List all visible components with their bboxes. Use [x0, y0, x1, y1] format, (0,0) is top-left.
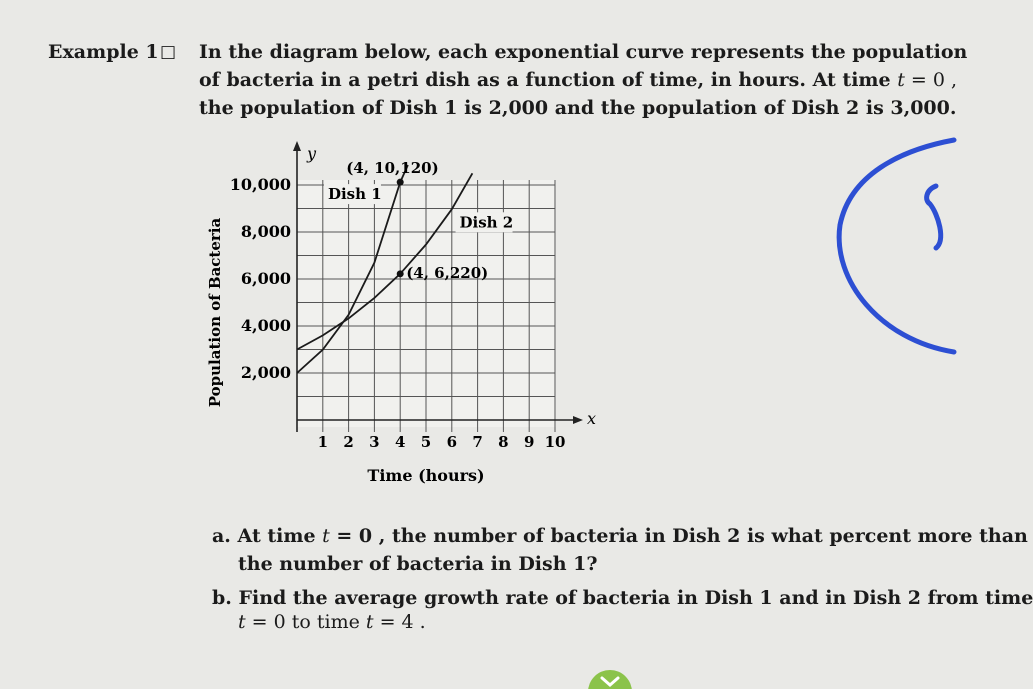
handwritten-scribble — [820, 130, 954, 360]
question-a-line-2: the number of bacteria in Dish 1? — [238, 553, 598, 575]
data-point — [397, 270, 404, 277]
y-tick-label: 6,000 — [240, 269, 291, 288]
series-label: Dish 1 — [327, 185, 382, 204]
check-circle-icon — [585, 664, 635, 689]
question-b-line-1: b. Find the average growth rate of bacteria in Dish 1 and in Dish 2 from time — [212, 587, 1033, 609]
data-point-label: (4, 10,120) — [346, 159, 439, 177]
intro-line-2: of bacteria in a petri dish as a function of time, in hours. At time t = 0 , — [199, 69, 958, 91]
x-tick-label: 10 — [544, 433, 566, 451]
x-tick-label: 9 — [523, 433, 535, 451]
y-tick-label: 8,000 — [240, 222, 291, 241]
y-tick-label: 10,000 — [229, 175, 291, 194]
x-tick-label: 1 — [317, 433, 329, 451]
x-axis-title: Time (hours) — [367, 466, 485, 485]
series-label: Dish 2 — [459, 213, 514, 232]
question-a-line-1: a. At time t = 0 , the number of bacteria in Dish 2 is what percent more than — [212, 525, 1028, 547]
y-axis-letter: y — [307, 144, 317, 163]
checkbox-icon: □ — [160, 42, 177, 62]
y-axis-title: Population of Bacteria — [206, 217, 224, 408]
example-label: Example 1 — [48, 41, 159, 63]
x-tick-label: 8 — [498, 433, 509, 451]
x-tick-label: 2 — [343, 433, 354, 451]
population-chart — [190, 140, 630, 500]
question-b-line-2: t = 0 to time t = 4 . — [238, 611, 426, 633]
data-point-label: (4, 6,220) — [406, 263, 489, 282]
x-tick-label: 6 — [446, 433, 458, 451]
x-tick-label: 7 — [472, 433, 483, 451]
y-axis-arrow-icon — [293, 141, 301, 151]
x-tick-label: 3 — [369, 433, 380, 451]
x-axis-letter: x — [587, 409, 597, 428]
intro-line-3: the population of Dish 1 is 2,000 and the population of Dish 2 is 3,000. — [199, 97, 957, 119]
x-tick-label: 5 — [420, 433, 432, 451]
intro-line-1: In the diagram below, each exponential curve represents the population — [199, 41, 968, 63]
y-tick-label: 4,000 — [240, 316, 291, 335]
x-axis-arrow-icon — [573, 416, 583, 424]
y-tick-label: 2,000 — [240, 363, 291, 382]
data-point — [397, 179, 404, 186]
x-tick-label: 4 — [394, 433, 406, 451]
